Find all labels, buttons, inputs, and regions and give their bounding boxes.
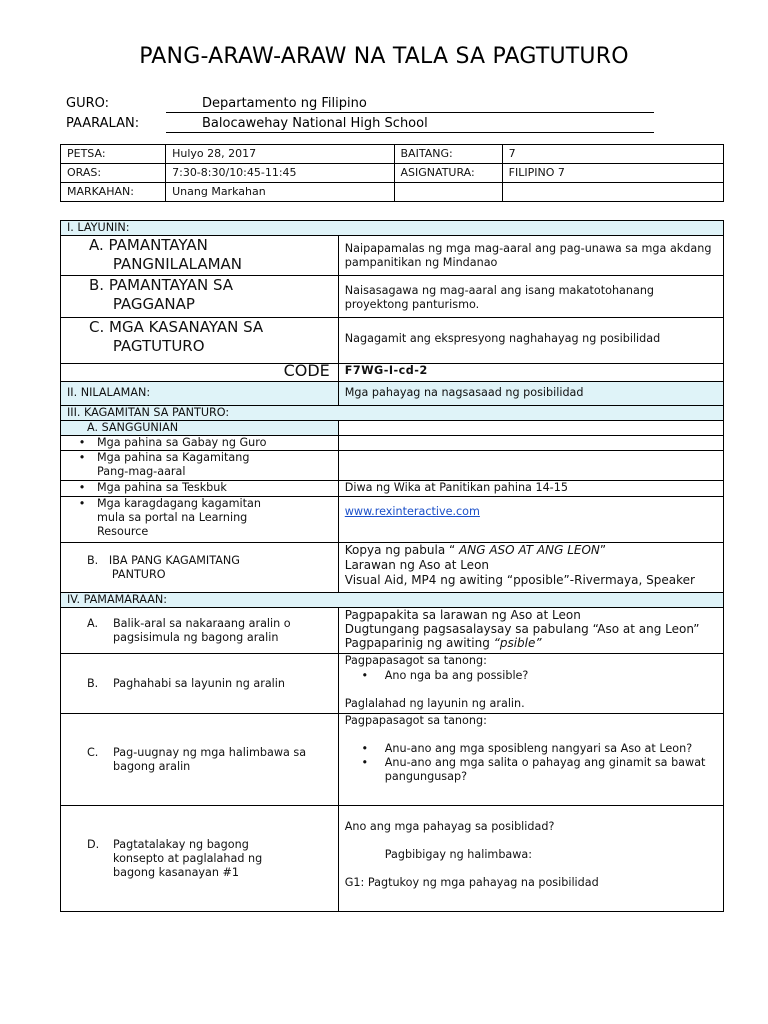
teskbuk-value: Diwa ng Wika at Panitikan pahina 14-15: [338, 481, 723, 497]
kasanayan-value: Nagagamit ang ekspresyong naghahayag ng posibilidad: [338, 318, 723, 364]
paaralan-row: [66, 116, 428, 131]
info-table: [60, 144, 724, 202]
gabay-guro-item: • Mga pahina sa Gabay ng Guro: [61, 436, 339, 451]
markahan-value: Unang Markahan: [166, 183, 394, 202]
pamamaraan-b-value: Pagpapasagot sa tanong: • Ano nga ba ang possible? Paglalahad ng layunin ng aralin.: [338, 654, 723, 714]
asignatura-label: ASIGNATURA:: [394, 164, 502, 183]
kagamitan-heading: III. KAGAMITAN SA PANTURO:: [61, 406, 724, 421]
rexinteractive-link[interactable]: www.rexinteractive.com: [344, 505, 480, 518]
nilalaman-value: Mga pahayag na nagsasaad ng posibilidad: [338, 382, 723, 406]
guro-value: Departamento ng Filipino: [166, 96, 654, 113]
guro-row: [66, 96, 367, 111]
asignatura-value: FILIPINO 7: [502, 164, 723, 183]
pamantayan-pangnilalaman-value: Naipapamalas ng mga mag-aaral ang pag-unawa sa mga akdang pampanitikan ng Mindanao: [338, 236, 723, 276]
empty-cell: [338, 421, 723, 436]
sanggunian-label: A. SANGGUNIAN: [61, 421, 339, 436]
bullet: •: [78, 481, 86, 494]
markahan-label: MARKAHAN:: [61, 183, 166, 202]
lesson-plan-table: [60, 220, 724, 912]
page-title: PANG-ARAW-ARAW NA TALA SA PAGTUTURO: [139, 44, 629, 69]
iba-pang-kagamitan-value: Kopya ng pabula “ ANG ASO AT ANG LEON” Larawan ng Aso at Leon Visual Aid, MP4 ng awiting “pposible”-Rivermaya, Speaker: [338, 543, 723, 593]
pamamaraan-d-value: Ano ang mga pahayag sa posiblidad? Pagbibigay ng halimbawa: G1: Pagtukoy ng mga pahayag na posibilidad: [338, 806, 723, 912]
bullet: •: [78, 497, 86, 510]
pamamaraan-a-value: Pagpapakita sa larawan ng Aso at Leon Dugtungang pagsasalaysay sa pabulang “Aso at ang Leon” Pagpaparinig ng awiting “psible”: [338, 608, 723, 654]
pamamaraan-c-value: Pagpapasagot sa tanong: • Anu-ano ang mga sposibleng nangyari sa Aso at Leon? • Anu-ano ang mga salita o pahayag ang ginamit sa bawat pangungusap?: [338, 714, 723, 806]
nilalaman-label: II. NILALAMAN:: [61, 382, 339, 406]
empty-cell: [502, 183, 723, 202]
empty-cell: [338, 436, 723, 451]
code-label: CODE: [61, 364, 339, 382]
kasanayan-label: C. MGA KASANAYAN SA PAGTUTURO: [61, 318, 339, 364]
pamamaraan-c-label: C. Pag-uugnay ng mga halimbawa sa bagong aralin: [61, 714, 339, 806]
pamantayan-pagganap-value: Naisasagawa ng mag-aaral ang isang makatotohanang proyektong panturismo.: [338, 276, 723, 318]
baitang-label: BAITANG:: [394, 145, 502, 164]
baitang-value: 7: [502, 145, 723, 164]
pamantayan-pangnilalaman-label: A. PAMANTAYAN PANGNILALAMAN: [61, 236, 339, 276]
layunin-heading: I. LAYUNIN:: [61, 221, 724, 236]
pamamaraan-heading: IV. PAMAMARAAN:: [61, 593, 724, 608]
pamamaraan-a-label: A. Balik-aral sa nakaraang aralin o pagsisimula ng bagong aralin: [61, 608, 339, 654]
iba-pang-kagamitan-label: B. IBA PANG KAGAMITANG PANTURO: [61, 543, 339, 593]
oras-label: ORAS:: [61, 164, 166, 183]
pamamaraan-d-label: D. Pagtatalakay ng bagong konsepto at paglalahad ng bagong kasanayan #1: [61, 806, 339, 912]
paaralan-label: PAARALAN:: [66, 116, 140, 131]
bullet: •: [78, 451, 86, 464]
petsa-label: PETSA:: [61, 145, 166, 164]
empty-cell: [394, 183, 502, 202]
petsa-value: Hulyo 28, 2017: [166, 145, 394, 164]
karagdagang-kagamitan-item: • Mga karagdagang kagamitan mula sa portal na Learning Resource: [61, 497, 339, 543]
pamantayan-pagganap-label: B. PAMANTAYAN SA PAGGANAP: [61, 276, 339, 318]
kagamitang-pang-mag-aaral-item: • Mga pahina sa Kagamitang Pang-mag-aaral: [61, 451, 339, 481]
bullet: •: [78, 436, 86, 449]
code-value: F7WG-I-cd-2: [338, 364, 723, 382]
empty-cell: [338, 451, 723, 481]
pamamaraan-b-label: B. Paghahabi sa layunin ng aralin: [61, 654, 339, 714]
teskbuk-item: • Mga pahina sa Teskbuk: [61, 481, 339, 497]
paaralan-value: Balocawehay National High School: [166, 116, 654, 133]
oras-value: 7:30-8:30/10:45-11:45: [166, 164, 394, 183]
guro-label: GURO:: [66, 96, 110, 111]
